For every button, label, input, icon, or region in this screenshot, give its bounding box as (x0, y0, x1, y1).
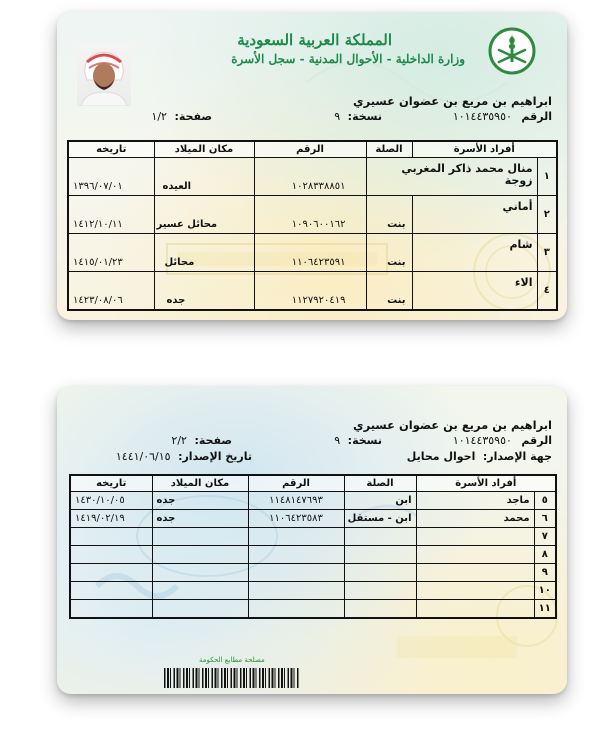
row-number: ٥ (534, 492, 556, 510)
member-relation (344, 528, 416, 546)
member-relation (344, 564, 416, 582)
member-id: ١١٠٦٤٢٣٥٨٣ (248, 510, 344, 528)
member-name: أماني (412, 196, 537, 234)
holder-name: ابراهيم بن مريع بن عضوان عسيري (353, 418, 552, 432)
row-number: ٧ (534, 528, 556, 546)
holder-name: ابراهيم بن مريع بن عضوان عسيري (353, 94, 552, 108)
table-header-row (68, 141, 557, 158)
member-id (248, 582, 344, 600)
page-label: صفحة: (174, 110, 212, 123)
member-birthplace (152, 546, 248, 564)
header-members: أفراد الأسرة (412, 141, 557, 158)
header-date: تاريخه (70, 475, 152, 492)
family-card-back (57, 386, 567, 694)
table-row (68, 196, 557, 234)
page-value: ١/٢ (151, 110, 167, 123)
member-birthdate (70, 600, 152, 619)
member-name-line1: منال محمد ذاكر المغربي (401, 162, 533, 175)
member-relation: ابن (344, 492, 416, 510)
table-row (70, 600, 556, 619)
member-name (416, 600, 534, 619)
member-birthdate (70, 564, 152, 582)
row-number: ١٠ (534, 582, 556, 600)
member-name (416, 528, 534, 546)
issuer-value: احوال محايل (406, 450, 476, 463)
member-relation (344, 600, 416, 619)
header-relation: الصلة (344, 475, 416, 492)
number-label: الرقم (521, 434, 552, 447)
row-number: ٣ (537, 234, 557, 272)
kingdom-title: المملكة العربية السعودية (237, 31, 392, 49)
table-row (70, 582, 556, 600)
number-value: ١٠١٤٤٣٥٩٥٠ (452, 434, 512, 447)
copy-label: نسخة: (347, 434, 382, 447)
member-name: الاء (412, 272, 537, 311)
member-birthdate (70, 582, 152, 600)
member-birthdate (70, 546, 152, 564)
table-row (68, 272, 557, 311)
table-row (70, 546, 556, 564)
issuer (407, 450, 552, 463)
ministry-subtitle: وزارة الداخلية - الأحوال المدنية - سجل الأسرة (231, 52, 465, 66)
member-name: ماجد (416, 492, 534, 510)
table-row (70, 510, 556, 528)
row-number: ١ (537, 158, 557, 196)
copy-number (334, 110, 382, 123)
member-birthdate: ١٤٢٣/٠٨/٠٦ (68, 272, 154, 311)
issuer-label: جهة الإصدار: (482, 450, 552, 463)
person-photo (77, 44, 131, 106)
row-number: ٩ (534, 564, 556, 582)
row-number: ٦ (534, 510, 556, 528)
member-birthdate: ١٤١٥/٠١/٢٣ (68, 234, 154, 272)
family-card-front (57, 12, 567, 320)
member-name (366, 158, 537, 196)
barcode-icon (164, 668, 300, 688)
row-number: ٤ (537, 272, 557, 311)
holder-number (453, 434, 552, 447)
member-id: ١١٢٧٩٢٠٤١٩ (254, 272, 366, 311)
member-birthplace: جده (152, 510, 248, 528)
holder-number (453, 110, 552, 123)
issue-date (116, 450, 252, 463)
member-birthdate: ١٣٩٦/٠٧/٠١ (68, 158, 154, 196)
page-label: صفحة: (194, 434, 232, 447)
table-row (70, 564, 556, 582)
header-id: الرقم (254, 141, 366, 158)
member-id: ١١٤٨١٤٧٦٩٣ (248, 492, 344, 510)
member-id: ١١٠٦٤٢٣٥٩١ (254, 234, 366, 272)
member-birthplace (152, 582, 248, 600)
member-id: ١٠٢٨٣٣٨٨٥١ (254, 158, 366, 196)
member-name: محمد (416, 510, 534, 528)
member-birthplace (152, 600, 248, 619)
copy-value: ٩ (334, 110, 341, 123)
member-birthplace: محائل (154, 234, 254, 272)
header-id: الرقم (248, 475, 344, 492)
saudi-emblem-icon (487, 26, 537, 76)
member-birthplace: العيده (154, 158, 254, 196)
member-relation: ابن - مستقل (344, 510, 416, 528)
member-relation: بنت (366, 196, 412, 234)
family-members-table (69, 474, 557, 619)
header-birthplace: مكان الميلاد (152, 475, 248, 492)
copy-label: نسخة: (347, 110, 382, 123)
copy-number (334, 434, 382, 447)
member-relation: بنت (366, 272, 412, 311)
table-header-row (70, 475, 556, 492)
member-name (416, 546, 534, 564)
member-birthplace (152, 564, 248, 582)
member-birthplace: جده (152, 492, 248, 510)
member-name (416, 582, 534, 600)
row-number: ٨ (534, 546, 556, 564)
member-relation: بنت (366, 234, 412, 272)
member-birthplace (152, 528, 248, 546)
issue-date-value: ١٤٤١/٠٦/١٥ (115, 450, 171, 463)
table-row (68, 234, 557, 272)
member-name: شام (412, 234, 537, 272)
member-id: ١٠٩٠٦٠٠١٦٢ (254, 196, 366, 234)
member-relation (344, 582, 416, 600)
member-id (248, 546, 344, 564)
number-label: الرقم (521, 110, 552, 123)
page-value: ٢/٢ (171, 434, 187, 447)
copy-value: ٩ (334, 434, 341, 447)
table-row (70, 492, 556, 510)
row-number: ٢ (537, 196, 557, 234)
member-name-line2: زوجة (504, 174, 533, 187)
page-number (171, 434, 232, 447)
member-name (416, 564, 534, 582)
member-relation (344, 546, 416, 564)
header-date: تاريخه (68, 141, 154, 158)
header-members: أفراد الأسرة (416, 475, 556, 492)
member-id (248, 564, 344, 582)
printer-text: مصلحة مطابع الحكومة (199, 656, 265, 664)
member-birthdate (70, 528, 152, 546)
member-birthdate: ١٤١٢/١٠/١١ (68, 196, 154, 234)
page-number (151, 110, 212, 123)
table-row (70, 528, 556, 546)
member-birthdate: ١٤٣٠/١٠/٠٥ (70, 492, 152, 510)
member-birthdate: ١٤١٩/٠٢/١٩ (70, 510, 152, 528)
member-id (248, 600, 344, 619)
member-id (248, 528, 344, 546)
header-relation: الصلة (366, 141, 412, 158)
number-value: ١٠١٤٤٣٥٩٥٠ (452, 110, 512, 123)
row-number: ١١ (534, 600, 556, 619)
issue-date-label: تاريخ الإصدار: (178, 450, 252, 463)
header-birthplace: مكان الميلاد (154, 141, 254, 158)
family-members-table (67, 140, 558, 311)
table-row (68, 158, 557, 196)
member-birthplace: محائل عسير (154, 196, 254, 234)
member-birthplace: جده (154, 272, 254, 311)
